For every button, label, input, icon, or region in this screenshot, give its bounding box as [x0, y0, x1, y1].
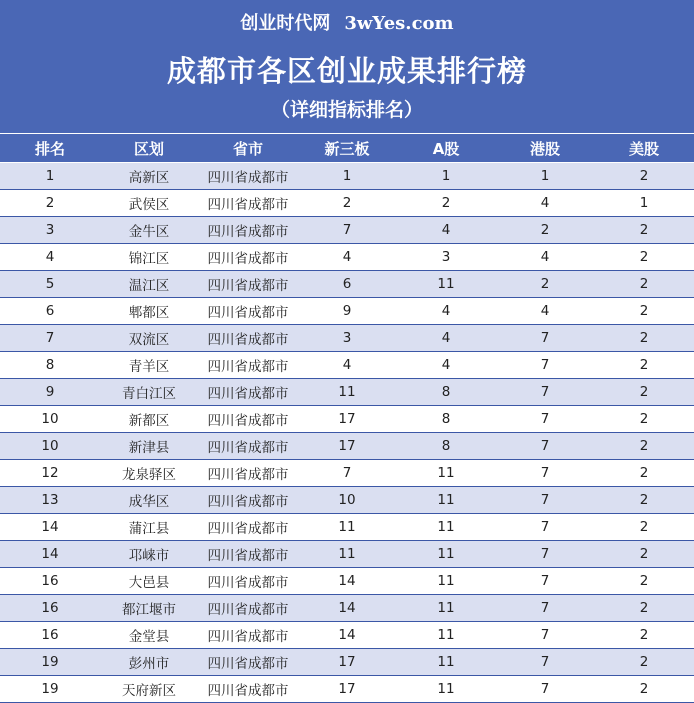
cell-rank: 2: [0, 190, 100, 217]
table-row: [0, 595, 694, 622]
cell-neeq: 17: [298, 676, 396, 703]
cell-province-city: 四川省成都市: [198, 190, 298, 217]
cell-district: 青白江区: [100, 379, 198, 406]
cell-district: 武侯区: [100, 190, 198, 217]
cell-district: 青羊区: [100, 352, 198, 379]
cell-rank: 16: [0, 568, 100, 595]
cell-rank: 14: [0, 541, 100, 568]
cell-district: 成华区: [100, 487, 198, 514]
cell-hk-share: 7: [496, 541, 594, 568]
cell-hk-share: 7: [496, 622, 594, 649]
cell-neeq: 6: [298, 271, 396, 298]
cell-province-city: 四川省成都市: [198, 271, 298, 298]
cell-us-share: 2: [594, 622, 694, 649]
cell-district: 彭州市: [100, 649, 198, 676]
cell-rank: 16: [0, 622, 100, 649]
table-row: [0, 325, 694, 352]
cell-district: 新都区: [100, 406, 198, 433]
site-name: 创业时代网: [240, 13, 331, 34]
cell-district: 都江堰市: [100, 595, 198, 622]
table-row: [0, 460, 694, 487]
cell-province-city: 四川省成都市: [198, 298, 298, 325]
cell-neeq: 14: [298, 568, 396, 595]
cell-neeq: 17: [298, 433, 396, 460]
cell-neeq: 17: [298, 406, 396, 433]
cell-rank: 12: [0, 460, 100, 487]
cell-hk-share: 4: [496, 244, 594, 271]
column-header-neeq: 新三板: [298, 134, 396, 163]
cell-province-city: 四川省成都市: [198, 487, 298, 514]
cell-us-share: 2: [594, 271, 694, 298]
cell-us-share: 2: [594, 406, 694, 433]
cell-hk-share: 4: [496, 298, 594, 325]
cell-neeq: 11: [298, 379, 396, 406]
cell-province-city: 四川省成都市: [198, 217, 298, 244]
cell-rank: 10: [0, 433, 100, 460]
cell-a-share: 11: [396, 460, 496, 487]
cell-hk-share: 7: [496, 379, 594, 406]
cell-rank: 9: [0, 379, 100, 406]
cell-neeq: 17: [298, 649, 396, 676]
cell-a-share: 11: [396, 595, 496, 622]
cell-province-city: 四川省成都市: [198, 163, 298, 190]
site-url: 3wYes.com: [344, 13, 454, 34]
cell-district: 大邑县: [100, 568, 198, 595]
cell-neeq: 9: [298, 298, 396, 325]
cell-us-share: 2: [594, 649, 694, 676]
cell-hk-share: 7: [496, 676, 594, 703]
cell-us-share: 2: [594, 163, 694, 190]
cell-rank: 4: [0, 244, 100, 271]
cell-district: 新津县: [100, 433, 198, 460]
cell-a-share: 11: [396, 568, 496, 595]
cell-rank: 19: [0, 676, 100, 703]
cell-us-share: 2: [594, 514, 694, 541]
table-row: [0, 298, 694, 325]
cell-rank: 6: [0, 298, 100, 325]
cell-a-share: 11: [396, 622, 496, 649]
cell-us-share: 2: [594, 244, 694, 271]
table-row: [0, 514, 694, 541]
cell-us-share: 2: [594, 487, 694, 514]
cell-neeq: 7: [298, 460, 396, 487]
table-row: [0, 541, 694, 568]
cell-province-city: 四川省成都市: [198, 325, 298, 352]
table-row: [0, 676, 694, 703]
cell-neeq: 10: [298, 487, 396, 514]
cell-hk-share: 7: [496, 433, 594, 460]
cell-district: 金堂县: [100, 622, 198, 649]
cell-a-share: 8: [396, 406, 496, 433]
table-row: [0, 622, 694, 649]
cell-rank: 1: [0, 163, 100, 190]
cell-a-share: 11: [396, 676, 496, 703]
cell-hk-share: 1: [496, 163, 594, 190]
cell-district: 金牛区: [100, 217, 198, 244]
cell-us-share: 2: [594, 433, 694, 460]
cell-district: 高新区: [100, 163, 198, 190]
cell-province-city: 四川省成都市: [198, 649, 298, 676]
cell-hk-share: 4: [496, 190, 594, 217]
cell-a-share: 11: [396, 271, 496, 298]
cell-a-share: 4: [396, 352, 496, 379]
table-row: [0, 244, 694, 271]
cell-us-share: 1: [594, 190, 694, 217]
cell-neeq: 1: [298, 163, 396, 190]
cell-rank: 13: [0, 487, 100, 514]
cell-neeq: 14: [298, 595, 396, 622]
cell-rank: 3: [0, 217, 100, 244]
table-row: [0, 217, 694, 244]
ranking-table: [0, 133, 694, 703]
cell-hk-share: 7: [496, 352, 594, 379]
cell-a-share: 11: [396, 649, 496, 676]
cell-hk-share: 7: [496, 487, 594, 514]
cell-neeq: 11: [298, 514, 396, 541]
title-banner: [0, 0, 694, 133]
cell-hk-share: 7: [496, 325, 594, 352]
cell-us-share: 2: [594, 595, 694, 622]
cell-province-city: 四川省成都市: [198, 433, 298, 460]
table-row: [0, 406, 694, 433]
table-header-row: [0, 134, 694, 163]
table-row: [0, 487, 694, 514]
cell-a-share: 8: [396, 379, 496, 406]
cell-hk-share: 7: [496, 514, 594, 541]
cell-us-share: 2: [594, 217, 694, 244]
cell-province-city: 四川省成都市: [198, 541, 298, 568]
cell-province-city: 四川省成都市: [198, 244, 298, 271]
cell-us-share: 2: [594, 379, 694, 406]
column-header-hk-share: 港股: [496, 134, 594, 163]
cell-district: 龙泉驿区: [100, 460, 198, 487]
cell-hk-share: 7: [496, 460, 594, 487]
cell-a-share: 11: [396, 487, 496, 514]
table-row: [0, 433, 694, 460]
cell-a-share: 4: [396, 298, 496, 325]
cell-rank: 19: [0, 649, 100, 676]
cell-rank: 14: [0, 514, 100, 541]
cell-province-city: 四川省成都市: [198, 352, 298, 379]
table-row: [0, 649, 694, 676]
cell-hk-share: 7: [496, 649, 594, 676]
cell-a-share: 11: [396, 514, 496, 541]
cell-neeq: 11: [298, 541, 396, 568]
cell-district: 郫都区: [100, 298, 198, 325]
table-row: [0, 352, 694, 379]
column-header-province-city: 省市: [198, 134, 298, 163]
table-row: [0, 163, 694, 190]
cell-hk-share: 7: [496, 406, 594, 433]
cell-province-city: 四川省成都市: [198, 595, 298, 622]
cell-hk-share: 2: [496, 217, 594, 244]
cell-us-share: 2: [594, 325, 694, 352]
cell-rank: 5: [0, 271, 100, 298]
cell-a-share: 1: [396, 163, 496, 190]
cell-us-share: 2: [594, 541, 694, 568]
page-title: 成都市各区创业成果排行榜: [166, 54, 527, 88]
cell-neeq: 4: [298, 244, 396, 271]
cell-us-share: 2: [594, 460, 694, 487]
cell-neeq: 2: [298, 190, 396, 217]
cell-us-share: 2: [594, 676, 694, 703]
cell-a-share: 11: [396, 541, 496, 568]
cell-a-share: 2: [396, 190, 496, 217]
cell-province-city: 四川省成都市: [198, 406, 298, 433]
cell-district: 蒲江县: [100, 514, 198, 541]
column-header-a-share: A股: [396, 134, 496, 163]
cell-us-share: 2: [594, 568, 694, 595]
column-header-us-share: 美股: [594, 134, 694, 163]
cell-district: 温江区: [100, 271, 198, 298]
cell-neeq: 3: [298, 325, 396, 352]
column-header-district: 区划: [100, 134, 198, 163]
table-row: [0, 190, 694, 217]
cell-hk-share: 7: [496, 595, 594, 622]
cell-province-city: 四川省成都市: [198, 514, 298, 541]
cell-a-share: 4: [396, 217, 496, 244]
cell-a-share: 3: [396, 244, 496, 271]
cell-a-share: 4: [396, 325, 496, 352]
table-body: [0, 163, 694, 703]
cell-rank: 7: [0, 325, 100, 352]
site-line: [0, 11, 694, 37]
cell-neeq: 4: [298, 352, 396, 379]
cell-us-share: 2: [594, 352, 694, 379]
cell-a-share: 8: [396, 433, 496, 460]
page-subtitle: （详细指标排名）: [270, 99, 423, 121]
cell-hk-share: 7: [496, 568, 594, 595]
cell-province-city: 四川省成都市: [198, 460, 298, 487]
cell-us-share: 2: [594, 298, 694, 325]
table-row: [0, 568, 694, 595]
cell-province-city: 四川省成都市: [198, 676, 298, 703]
table-row: [0, 271, 694, 298]
cell-rank: 8: [0, 352, 100, 379]
cell-hk-share: 2: [496, 271, 594, 298]
cell-province-city: 四川省成都市: [198, 379, 298, 406]
cell-district: 双流区: [100, 325, 198, 352]
cell-neeq: 7: [298, 217, 396, 244]
cell-rank: 10: [0, 406, 100, 433]
cell-district: 邛崃市: [100, 541, 198, 568]
cell-district: 天府新区: [100, 676, 198, 703]
table-row: [0, 379, 694, 406]
cell-province-city: 四川省成都市: [198, 568, 298, 595]
column-header-rank: 排名: [0, 134, 100, 163]
cell-rank: 16: [0, 595, 100, 622]
cell-neeq: 14: [298, 622, 396, 649]
cell-province-city: 四川省成都市: [198, 622, 298, 649]
cell-district: 锦江区: [100, 244, 198, 271]
